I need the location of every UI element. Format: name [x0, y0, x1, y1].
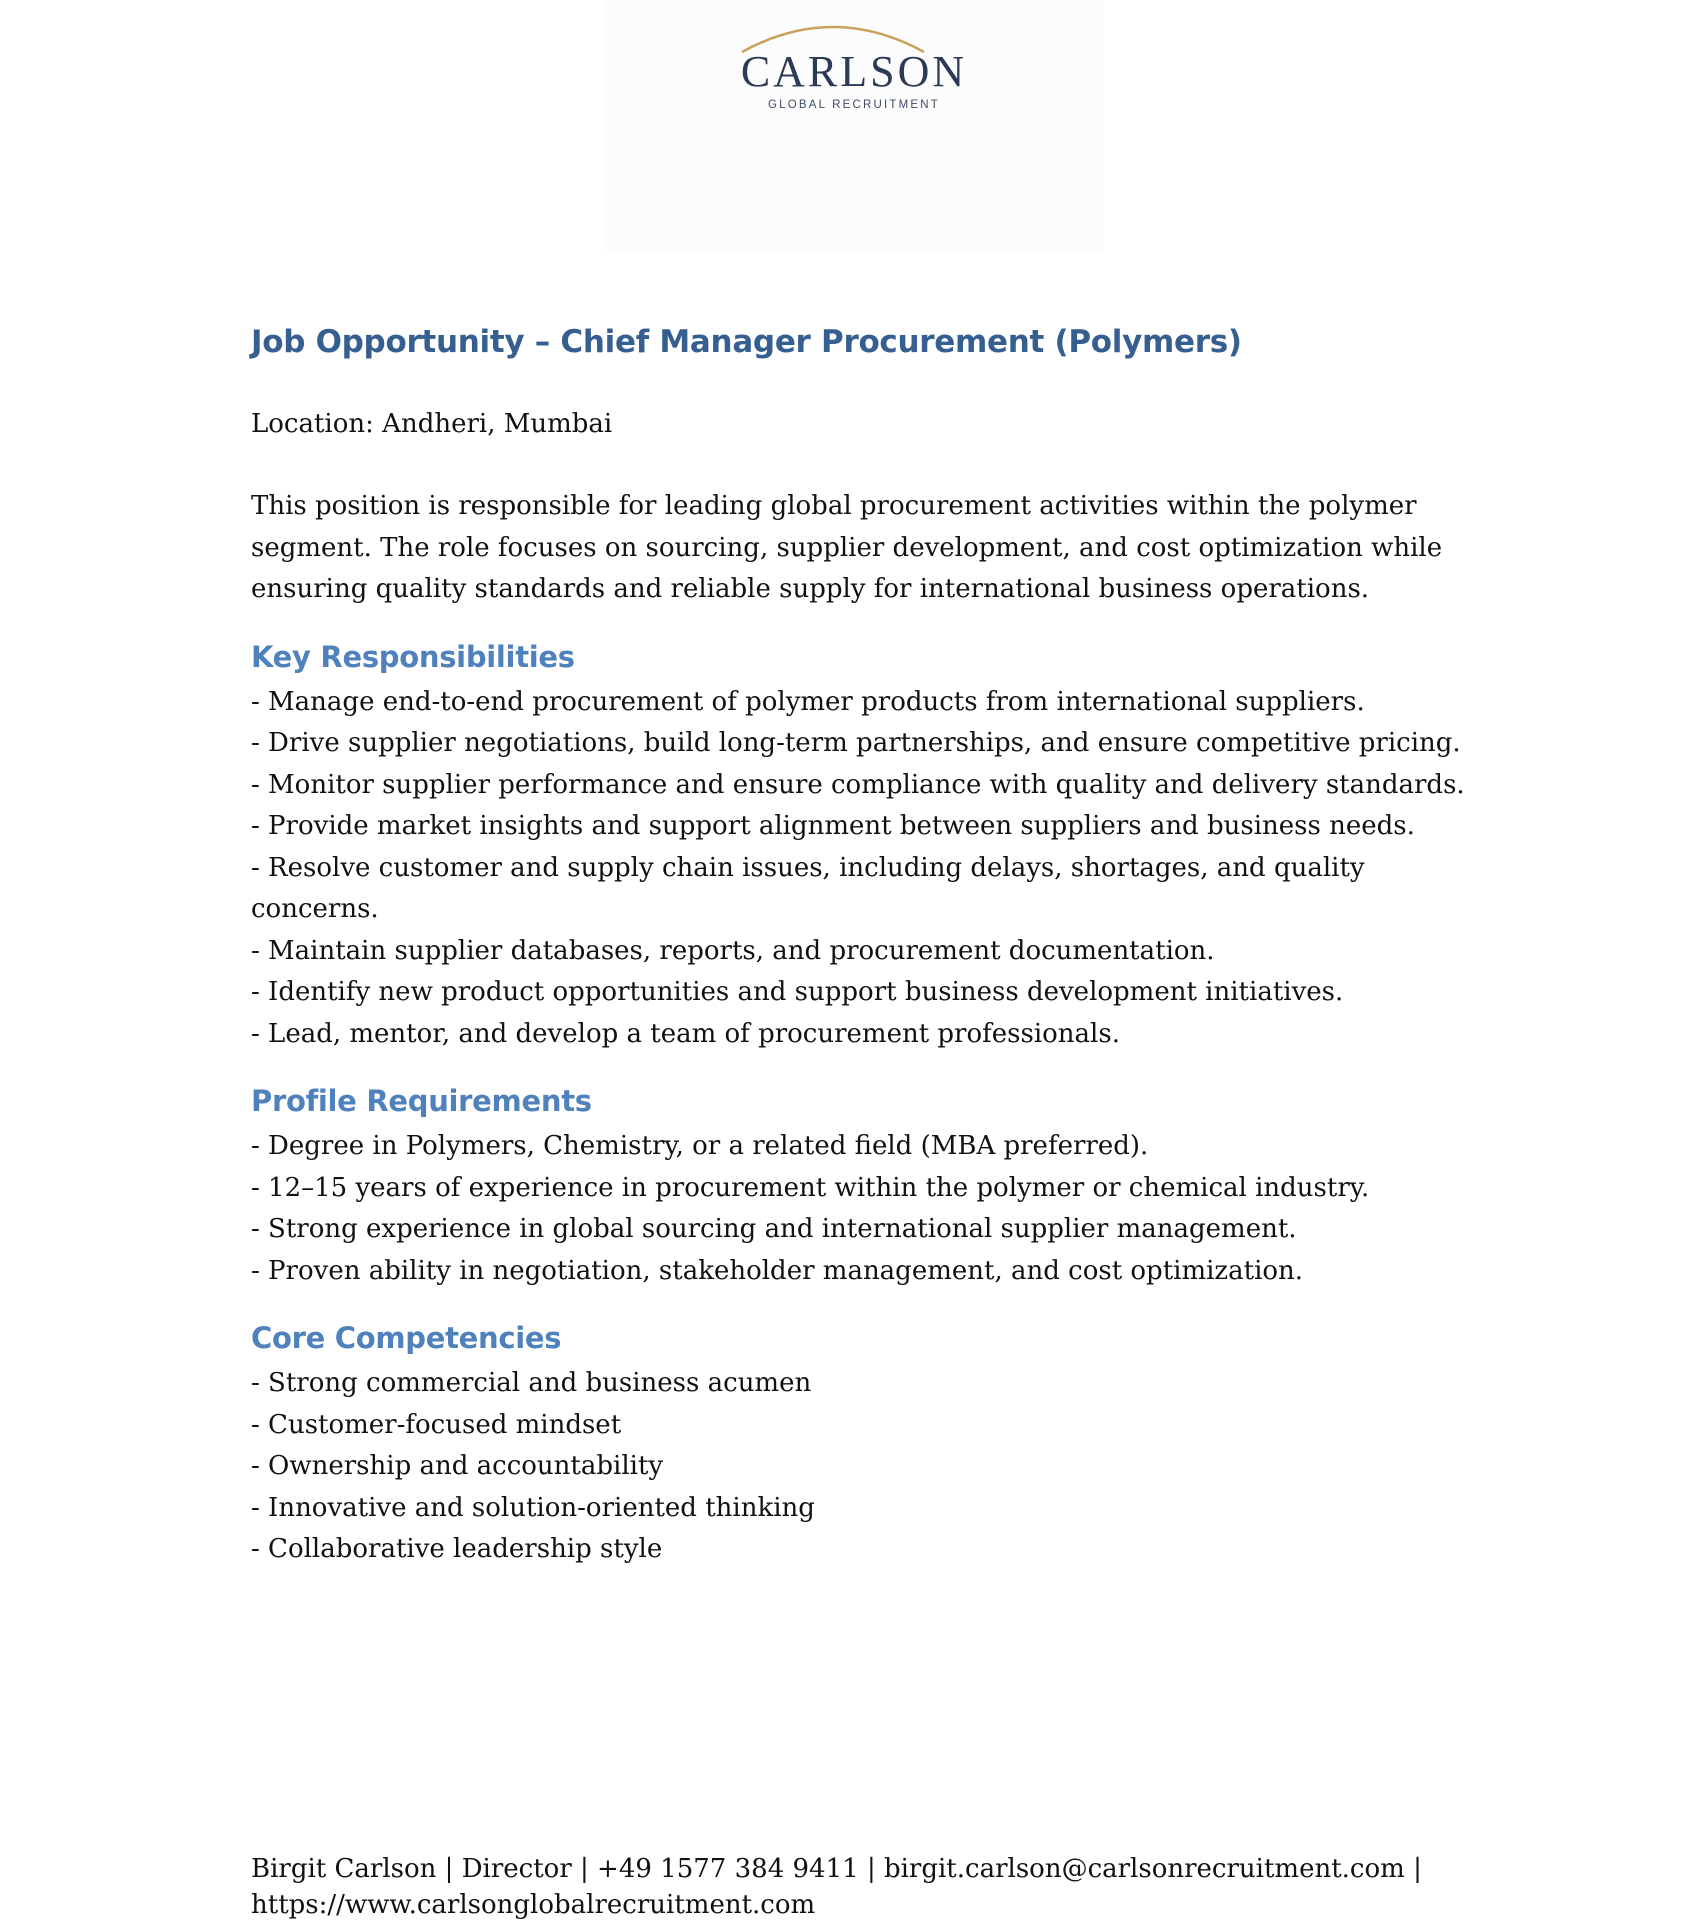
company-logo	[604, 0, 1104, 250]
job-intro: This position is responsible for leading global procurement activities within the polymer segment. The role focuses on sourcing, supplier development, and cost optimization while ensuring quality standards and reliable supply for international business operations.	[251, 491, 1443, 604]
list-item: - Resolve customer and supply chain issues, including delays, shortages, and quality concerns.	[251, 852, 1365, 924]
list-item: - Proven ability in negotiation, stakeholder management, and cost optimization.	[251, 1255, 1304, 1286]
document-body	[251, 314, 1491, 1571]
list-item: - Ownership and accountability	[251, 1451, 664, 1481]
list-item: - 12–15 years of experience in procurement within the polymer or chemical industry.	[251, 1172, 1370, 1203]
job-title: Job Opportunity – Chief Manager Procurement (Polymers)	[251, 324, 1242, 360]
logo-subtitle: GLOBAL RECRUITMENT	[767, 99, 941, 111]
list-item: - Strong commercial and business acumen	[251, 1368, 812, 1398]
job-location: Location: Andheri, Mumbai	[251, 409, 613, 439]
requirements-heading: Profile Requirements	[251, 1084, 592, 1118]
list-item: - Drive supplier negotiations, build long-term partnerships, and ensure competitive pricing.	[251, 728, 1461, 758]
requirements-list	[251, 1126, 1491, 1292]
competencies-heading: Core Competencies	[251, 1321, 562, 1355]
list-item: - Lead, mentor, and develop a team of procurement professionals.	[251, 1018, 1120, 1049]
list-item: - Identify new product opportunities and support business development initiatives.	[251, 977, 1344, 1007]
competencies-list	[251, 1363, 1491, 1571]
list-item: - Monitor supplier performance and ensure compliance with quality and delivery standards.	[251, 769, 1465, 800]
responsibilities-heading: Key Responsibilities	[251, 639, 575, 674]
list-item: - Collaborative leadership style	[251, 1534, 663, 1564]
list-item: - Provide market insights and support alignment between suppliers and business needs.	[251, 811, 1415, 841]
contact-footer: Birgit Carlson | Director | +49 1577 384 9411 | birgit.carlson@carlsonrecruitment.com | https://www.carlsonglobalrecruitment.com	[251, 1854, 1422, 1920]
list-item: - Strong experience in global sourcing and international supplier management.	[251, 1214, 1297, 1244]
list-item: - Innovative and solution-oriented thinking	[251, 1492, 815, 1523]
list-item: - Degree in Polymers, Chemistry, or a related field (MBA preferred).	[251, 1131, 1149, 1161]
logo-name: CARLSON	[740, 47, 968, 96]
list-item: - Maintain supplier databases, reports, and procurement documentation.	[251, 935, 1215, 966]
list-item: - Manage end-to-end procurement of polymer products from international suppliers.	[251, 686, 1365, 717]
responsibilities-list	[251, 682, 1491, 1056]
list-item: - Customer-focused mindset	[251, 1409, 622, 1440]
